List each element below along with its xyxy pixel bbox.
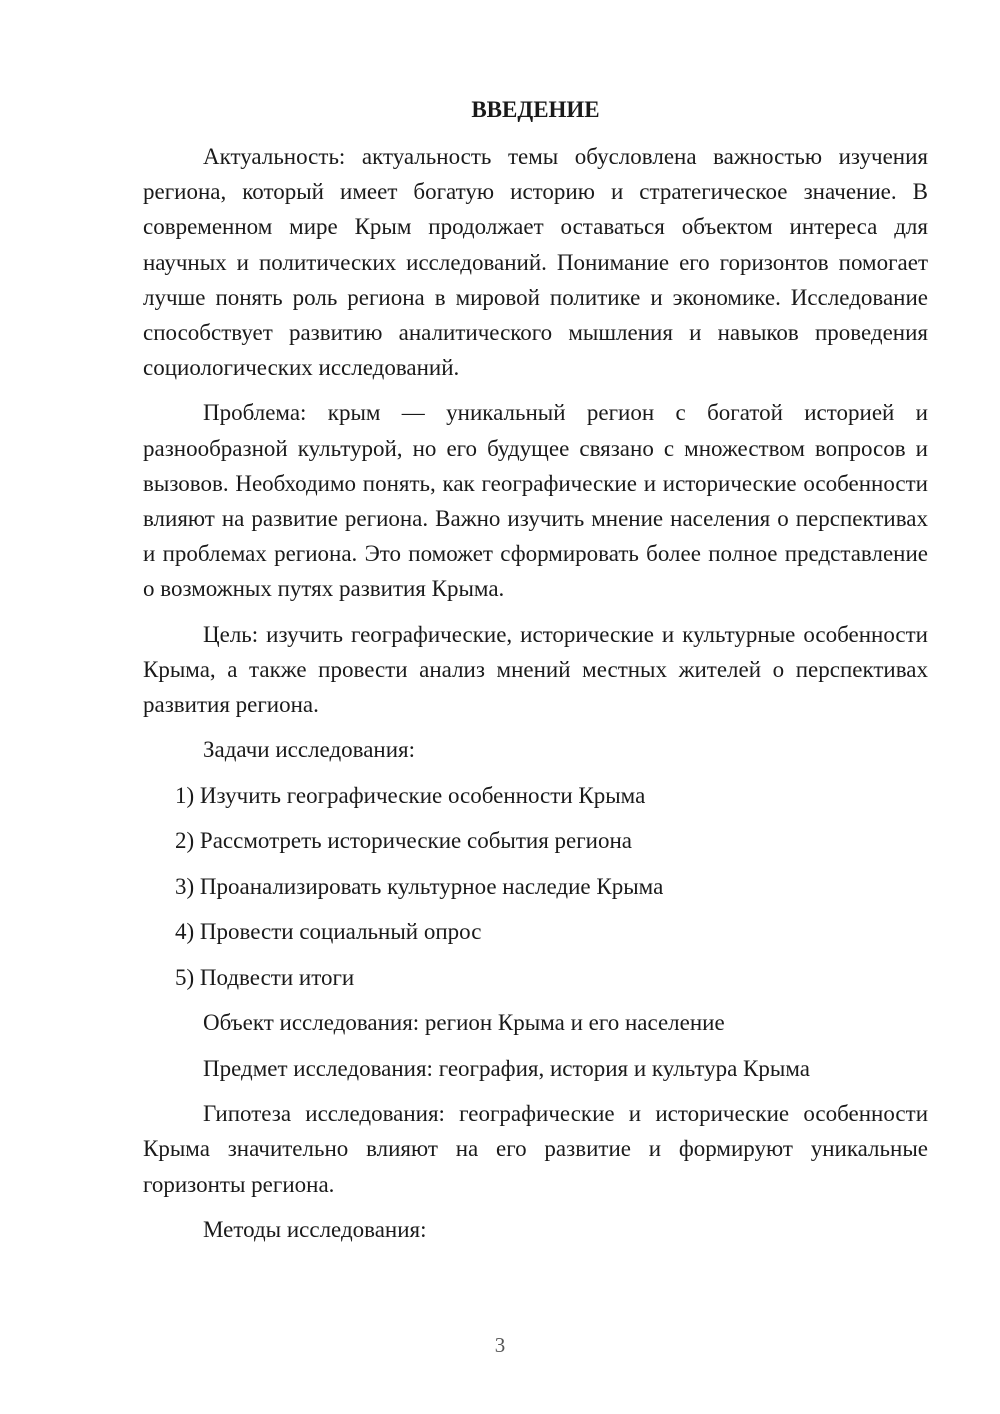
task-item: 1) Изучить географические особенности Крыма [175,782,646,808]
task-item: 3) Проанализировать культурное наследие Крыма [175,873,664,899]
subject-line: Предмет исследования: география, история и культура Крыма [203,1055,810,1081]
task-item: 2) Рассмотреть исторические события региона [175,828,633,854]
problem-paragraph: Проблема: крым — уникальный регион с богатой историей и разнообразной культурой, но его будущее связано с множеством вопросов и вызовов. Необходимо понять, как географические и исторические особенности влияют на развитие региона. Важно изучить мнение населения о перспективах и проблемах региона. Это поможет сформировать более полное представление о возможных путях развития Крыма. [143,400,928,602]
relevance-paragraph: Актуальность: актуальность темы обусловлена важностью изучения региона, который имеет богатую историю и стратегическое значение. В современном мире Крым продолжает оставаться объектом интереса для научных и политических исследований. Понимание его горизонтов помогает лучше понять роль региона в мировой политике и экономике. Исследование способствует развитию аналитического мышления и навыков проведения социологических исследований. [143,144,928,381]
tasks-heading: Задачи исследования: [203,737,416,763]
document-title: ВВЕДЕНИЕ [471,97,600,122]
hypothesis-paragraph: Гипотеза исследования: географические и исторические особенности Крыма значительно влияют на его развитие и формируют уникальные горизонты региона. [143,1101,928,1197]
methods-heading: Методы исследования: [203,1216,427,1242]
object-line: Объект исследования: регион Крыма и его население [203,1010,725,1036]
goal-paragraph: Цель: изучить географические, исторические и культурные особенности Крыма, а также провести анализ мнений местных жителей о перспективах развития региона. [143,621,928,718]
document-page [143,92,928,1257]
page-number: 3 [494,1333,506,1357]
tasks-list [143,778,928,995]
task-item: 4) Провести социальный опрос [175,919,482,945]
task-item: 5) Подвести итоги [175,964,355,990]
